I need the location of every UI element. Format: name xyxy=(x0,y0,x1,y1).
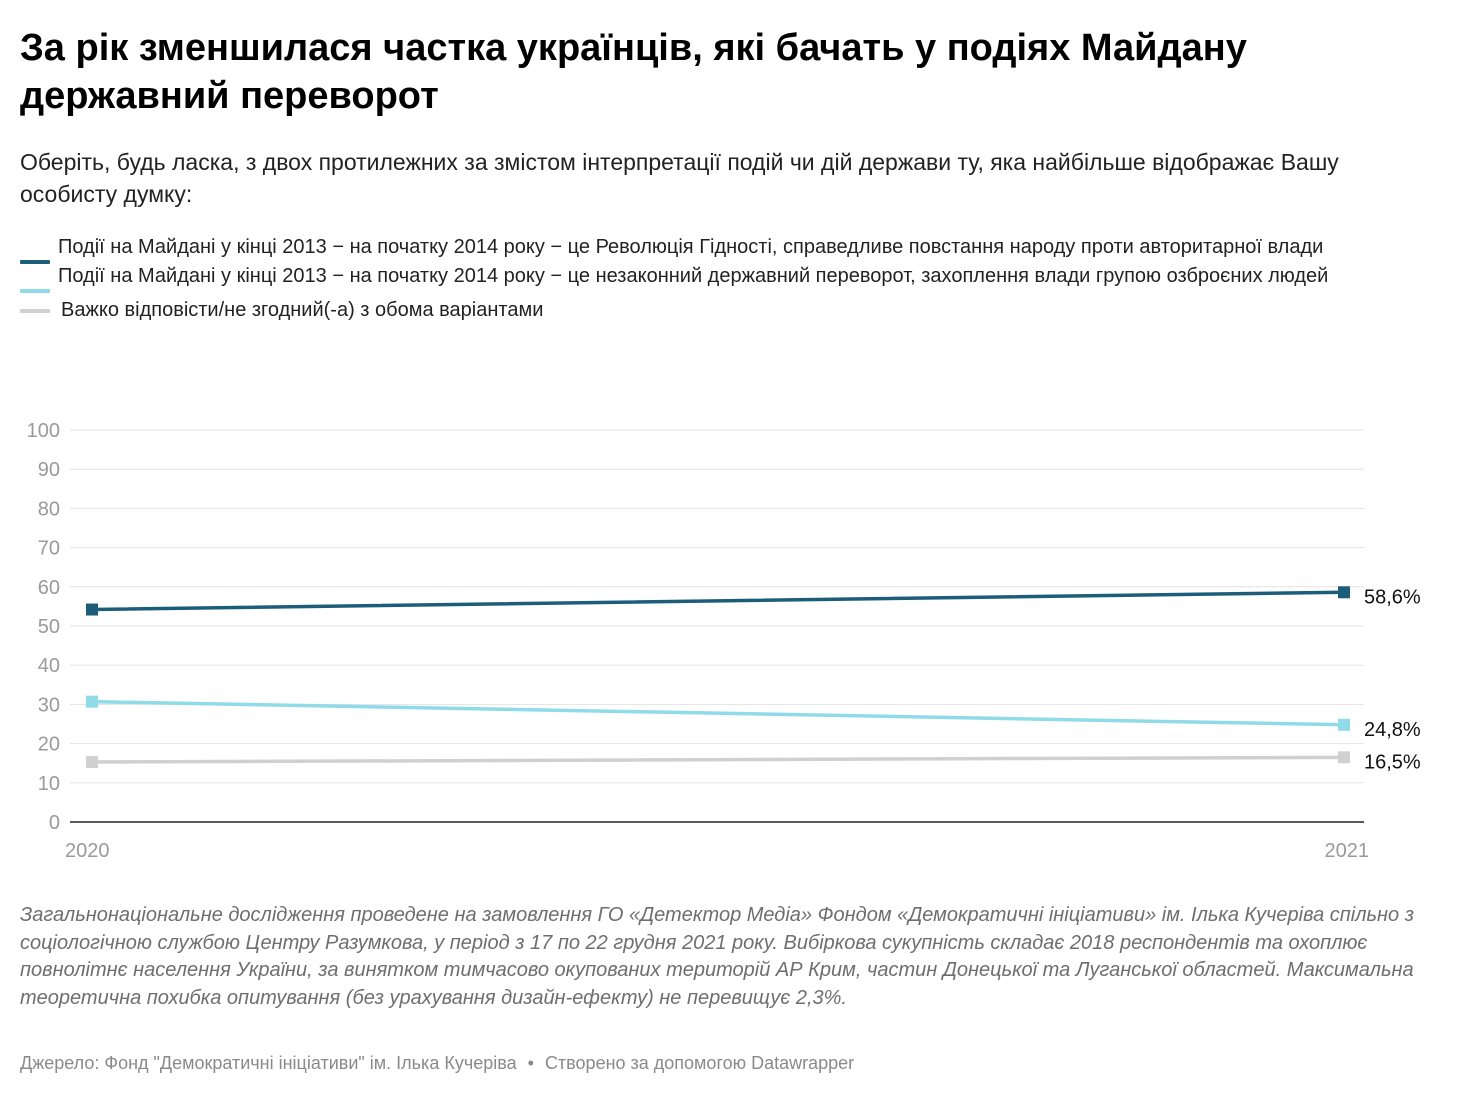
source-text: Джерело: Фонд "Демократичні ініціативи" ім. Ілька Кучеріва xyxy=(20,1053,517,1073)
legend-item-coup xyxy=(20,262,1400,291)
data-point-marker xyxy=(1338,586,1350,598)
footer-separator: • xyxy=(527,1053,534,1073)
end-value-label: 24,8% xyxy=(1364,718,1421,741)
y-tick-label: 30 xyxy=(37,694,60,717)
series-line-3 xyxy=(92,757,1344,762)
series-line-1 xyxy=(92,592,1344,609)
y-tick-label: 0 xyxy=(48,812,60,834)
legend-label-coup: Події на Майдані у кінці 2013 − на початку 2014 року − це незаконний державний переворот, захоплення влади групою озброєних людей xyxy=(58,265,1329,287)
end-value-label: 58,6% xyxy=(1364,586,1421,609)
legend-item-revolution xyxy=(20,233,1400,262)
y-axis xyxy=(27,420,60,834)
data-point-marker xyxy=(86,604,98,616)
y-tick-label: 70 xyxy=(37,537,60,560)
line-chart xyxy=(0,410,1466,870)
x-tick-label: 2020 xyxy=(65,840,110,862)
y-tick-label: 60 xyxy=(37,576,60,599)
legend-swatch-hard-to-say xyxy=(20,309,50,313)
data-point-marker xyxy=(1338,751,1350,763)
legend-label-revolution: Події на Майдані у кінці 2013 − на початку 2014 року − це Революція Гідності, справедливе повстання народу проти авторитарної влади xyxy=(58,236,1324,258)
chart-subtitle: Оберіть, будь ласка, з двох протилежних за змістом інтерпретації подій чи дій держави ту, яка найбільше відображає Вашу особисту думку: xyxy=(20,149,1339,207)
data-point-marker xyxy=(1338,719,1350,731)
y-tick-label: 40 xyxy=(37,655,60,678)
x-tick-label: 2021 xyxy=(1324,840,1369,862)
series-lines xyxy=(92,592,1344,762)
data-point-marker xyxy=(86,696,98,708)
legend-item-hard-to-say xyxy=(20,296,1400,325)
gridlines xyxy=(70,430,1364,822)
series-markers xyxy=(86,586,1350,768)
credit-link[interactable]: Створено за допомогою Datawrapper xyxy=(544,1053,855,1073)
source-footer xyxy=(20,1053,1420,1074)
y-tick-label: 80 xyxy=(37,498,60,521)
y-tick-label: 50 xyxy=(37,616,60,638)
legend-swatch-coup xyxy=(20,289,50,293)
y-tick-label: 100 xyxy=(26,420,60,442)
chart-title: За рік зменшилася частка українців, які бачать у подіях Майдану державний переворот xyxy=(20,27,1247,117)
y-tick-label: 10 xyxy=(37,772,60,795)
legend xyxy=(20,233,1400,325)
methodology-note: Загальнонаціональне дослідження проведене на замовлення ГО «Детектор Медіа» Фондом «Демократичні ініціативи» ім. Ілька Кучеріва спільно з соціологічною службою Центру Разумкова, у період з 17 по 22 грудня 2021 року. Вибіркова сукупність складає 2018 респондентів та охоплює повнолітнє населення України, за винятком тимчасово окупованих територій АР Крим, частин Донецької та Луганської областей. Максимальна теоретична похибка опитування (без урахування дизайн-ефекту) не перевищує 2,3%. xyxy=(20,904,1415,1009)
series-line-2 xyxy=(92,702,1344,725)
end-value-labels xyxy=(1364,586,1421,773)
legend-label-hard-to-say: Важко відповісти/не згодний(-а) з обома варіантами xyxy=(61,299,544,321)
end-value-label: 16,5% xyxy=(1364,751,1421,774)
y-tick-label: 90 xyxy=(37,459,60,482)
x-axis xyxy=(65,840,1369,862)
y-tick-label: 20 xyxy=(37,733,60,756)
data-point-marker xyxy=(86,756,98,768)
